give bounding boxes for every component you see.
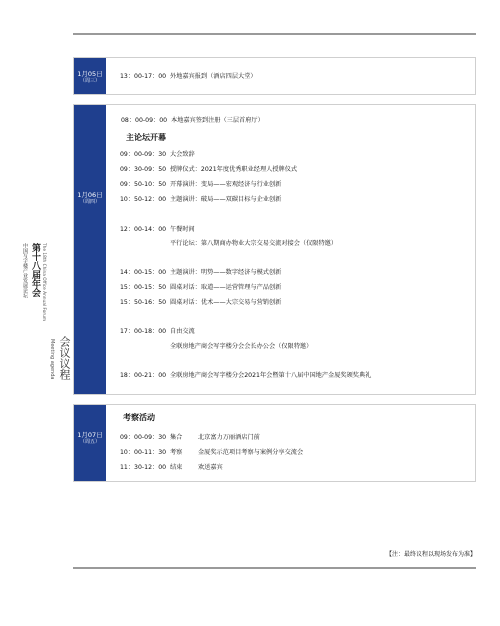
agenda-title: 会议议程 — [58, 336, 71, 380]
weekday-label: （周五） — [79, 439, 100, 445]
agenda-item: 15：50-16：50 圆桌对话：优术——大宗交易与营销创新 — [120, 299, 282, 306]
free-exchange-item: 17：00-18：00 自由交流 — [120, 328, 195, 335]
parallel-forum: 平行论坛：第八期商办物业大宗交易交流对接会（仅限特邀） — [170, 240, 338, 247]
gala-item: 18：00-21：00 全联房地产商会写字楼分会2021年会暨第十八届中国地产金厦奖颁奖典礼 — [120, 372, 372, 379]
session-title: 第十八届年会 — [30, 243, 40, 297]
agenda-item: 13：00-17：00 外地嘉宾报到（酒店四层大堂） — [120, 73, 257, 80]
day-card-jan05 — [73, 57, 476, 95]
bottom-rule — [73, 567, 476, 569]
agenda-item: 09：00-09：30 集合 北京富力万丽酒店门前 — [120, 434, 260, 441]
date-label: 1月07日 — [77, 431, 103, 439]
date-label: 1月06日 — [77, 191, 103, 199]
agenda-item: 09：30-09：50 授牌仪式：2021年度优秀职业经理人授牌仪式 — [120, 166, 298, 173]
meeting-agenda-english: Meeting agenda — [49, 339, 55, 380]
top-rule — [73, 33, 476, 35]
date-band — [74, 58, 106, 94]
weekday-label: （周三） — [79, 78, 100, 84]
date-label: 1月05日 — [77, 70, 103, 78]
day-card-jan07 — [73, 404, 476, 482]
agenda-item: 09：50-10：50 开幕演讲：变局——宏观经济与行业创新 — [120, 181, 282, 188]
agenda-item: 15：00-15：50 圆桌对话：取道——运营管理与产品创新 — [120, 284, 282, 291]
forum-name: 中国写字楼产业发展论坛 — [22, 243, 28, 298]
agenda-item: 11：30-12：00 结束 欢送嘉宾 — [120, 464, 223, 471]
section-title: 考察活动 — [123, 413, 155, 422]
footer-note: 【注：最终议程以现场发布为准】 — [385, 551, 476, 558]
agenda-item: 10：50-12：00 主题演讲：破局——双碳目标与企业创新 — [120, 196, 282, 203]
weekday-label: （周四） — [79, 199, 100, 205]
day-card-jan06 — [73, 104, 476, 395]
agenda-item: 09：00-09：30 大会致辞 — [120, 151, 195, 158]
agenda-item: 14：00-15：00 主题演讲：明势——数字经济与模式创新 — [120, 269, 282, 276]
registration-item: 08：00-09：00 本地嘉宾签到注册（三层首府厅） — [121, 117, 264, 124]
date-band — [74, 405, 106, 481]
lunch-item: 12：00-14：00 午餐时间 — [120, 226, 195, 233]
section-title: 主论坛开幕 — [126, 133, 166, 142]
date-band — [74, 105, 106, 394]
agenda-item: 10：00-11：30 考察 金厦奖示范项目考察与案例分享交流会 — [120, 449, 304, 456]
session-english: The 18th China Office Annual Forum — [41, 243, 46, 322]
presidents-meeting: 全联房地产商会写字楼分会会长办公会（仅限特邀） — [170, 343, 313, 350]
